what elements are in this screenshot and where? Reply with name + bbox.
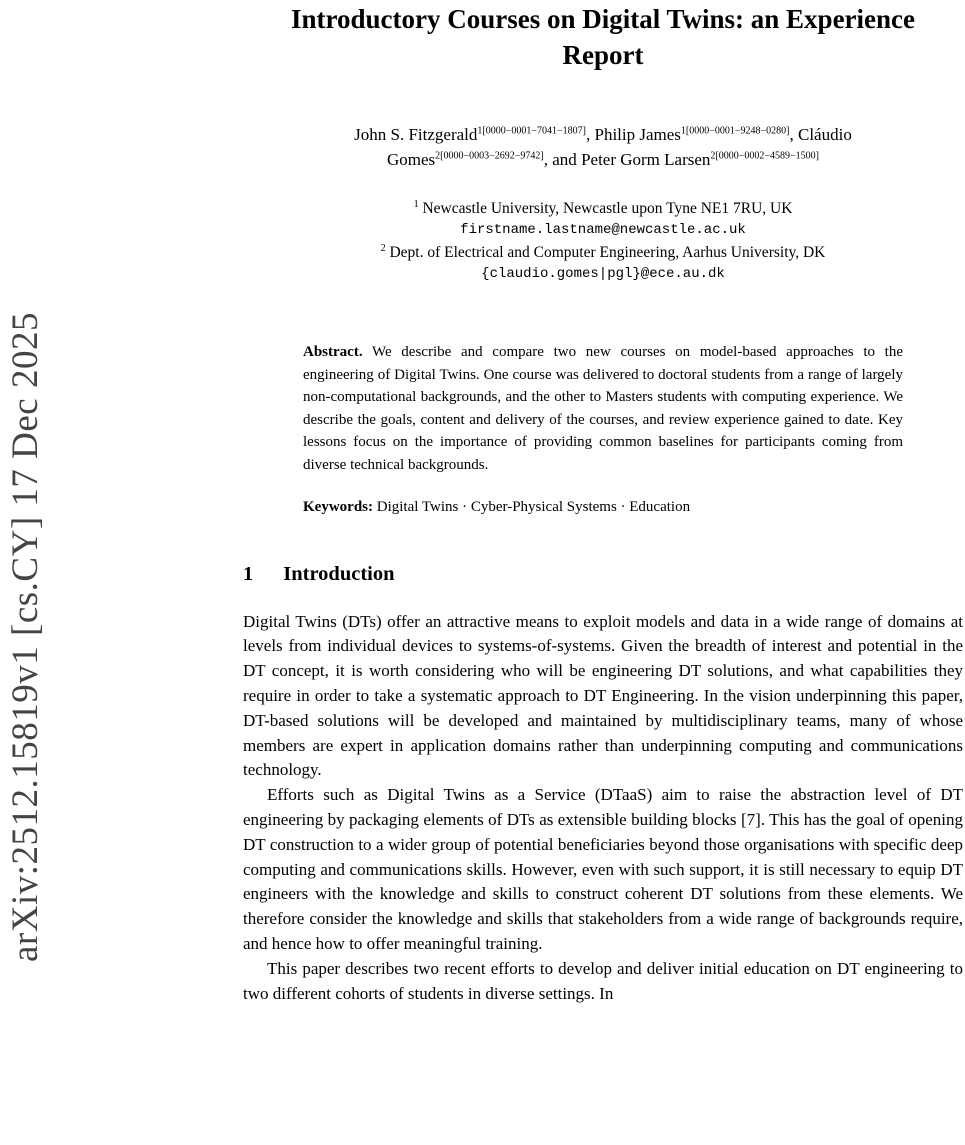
author-orcid: 1[0000−0001−9248−0280] — [680, 125, 790, 137]
section-number: 1 — [243, 562, 254, 585]
affiliation — [243, 241, 963, 264]
introduction-body — [243, 610, 963, 1007]
paper-title: Introductory Courses on Digital Twins: an Experience Report — [290, 4, 916, 70]
author-orcid: 1[0000−0001−7041−1807] — [477, 125, 586, 137]
abstract-label: Abstract. — [303, 344, 363, 361]
affiliations-block — [243, 197, 963, 286]
affiliation-marker: 2 — [380, 242, 386, 254]
paragraph: Efforts such as Digital Twins as a Service (DTaaS) aim to raise the abstraction level of DT engineering by packaging elements of DTs as extensible building blocks [7]. This has the goal of opening DT construction to a wider group of potential beneficiaries beyond those organisations with specific deep computing and communications skills. However, even with such support, it is still necessary to equip DT engineers with the knowledge and skills to construct coherent DT solutions from these elements. We therefore consider the knowledge and skills that stakeholders from a wide range of backgrounds require, and hence how to offer meaningful training. — [243, 785, 963, 954]
keywords — [303, 496, 903, 519]
section-title: Introduction — [283, 562, 395, 585]
section-heading-introduction — [243, 563, 963, 586]
affiliation-text: Dept. of Electrical and Computer Engineering, Aarhus University, DK — [389, 243, 826, 261]
paragraph: This paper describes two recent efforts to develop and deliver initial education on DT engineering to two different cohorts of students in diverse settings. In — [243, 958, 963, 1003]
arxiv-watermark: arXiv:2512.15819v1 [cs.CY] 17 Dec 2025 — [5, 312, 46, 962]
keywords-text: Digital Twins · Cyber-Physical Systems · Education — [376, 499, 691, 516]
affiliation-text: Newcastle University, Newcastle upon Tyne NE1 7RU, UK — [422, 199, 793, 217]
paper-page — [243, 0, 963, 1007]
author-separator: , and — [543, 149, 582, 169]
author-separator: , — [585, 125, 595, 145]
author-name: John S. Fitzgerald — [354, 125, 478, 145]
author-separator: , — [789, 125, 798, 145]
author-orcid: 2[0000−0003−2692−9742] — [435, 150, 544, 162]
abstract-text: We describe and compare two new courses on model-based approaches to the engineering of Digital Twins. One course was delivered to doctoral students from a range of largely non-computational backgrounds, and the other to Masters students with computing experience. We describe the goals, content and delivery of the courses, and review experience gained to date. Key lessons focus on the importance of providing common baselines for participants coming from diverse technical backgrounds. — [303, 344, 904, 473]
authors-line — [283, 123, 923, 172]
author-name: Philip James — [594, 125, 681, 145]
keywords-label: Keywords: — [303, 499, 373, 516]
affiliation-email: firstname.lastname@newcastle.ac.uk — [460, 221, 746, 238]
affiliation — [243, 197, 963, 220]
author-name: Peter Gorm Larsen — [581, 149, 711, 169]
paragraph: Digital Twins (DTs) offer an attractive means to exploit models and data in a wide range of domains at levels from individual devices to systems-of-systems. Given the breadth of interest and potential in the DT concept, it is worth considering who will be engineering DT solutions, and what capabilities they require in order to take a systematic approach to DT Engineering. In the vision underpinning this paper, DT-based solutions will be developed and maintained by multidisciplinary teams, many of whose members are expert in application domains rather than underpinning computing and communications technology. — [243, 611, 963, 780]
affiliation-marker: 1 — [413, 198, 419, 210]
author-orcid: 2[0000−0002−4589−1500] — [710, 150, 819, 162]
affiliation-email: {claudio.gomes|pgl}@ece.au.dk — [481, 266, 725, 283]
author-name: Cláudio Gomes — [387, 125, 852, 169]
abstract — [303, 341, 903, 476]
